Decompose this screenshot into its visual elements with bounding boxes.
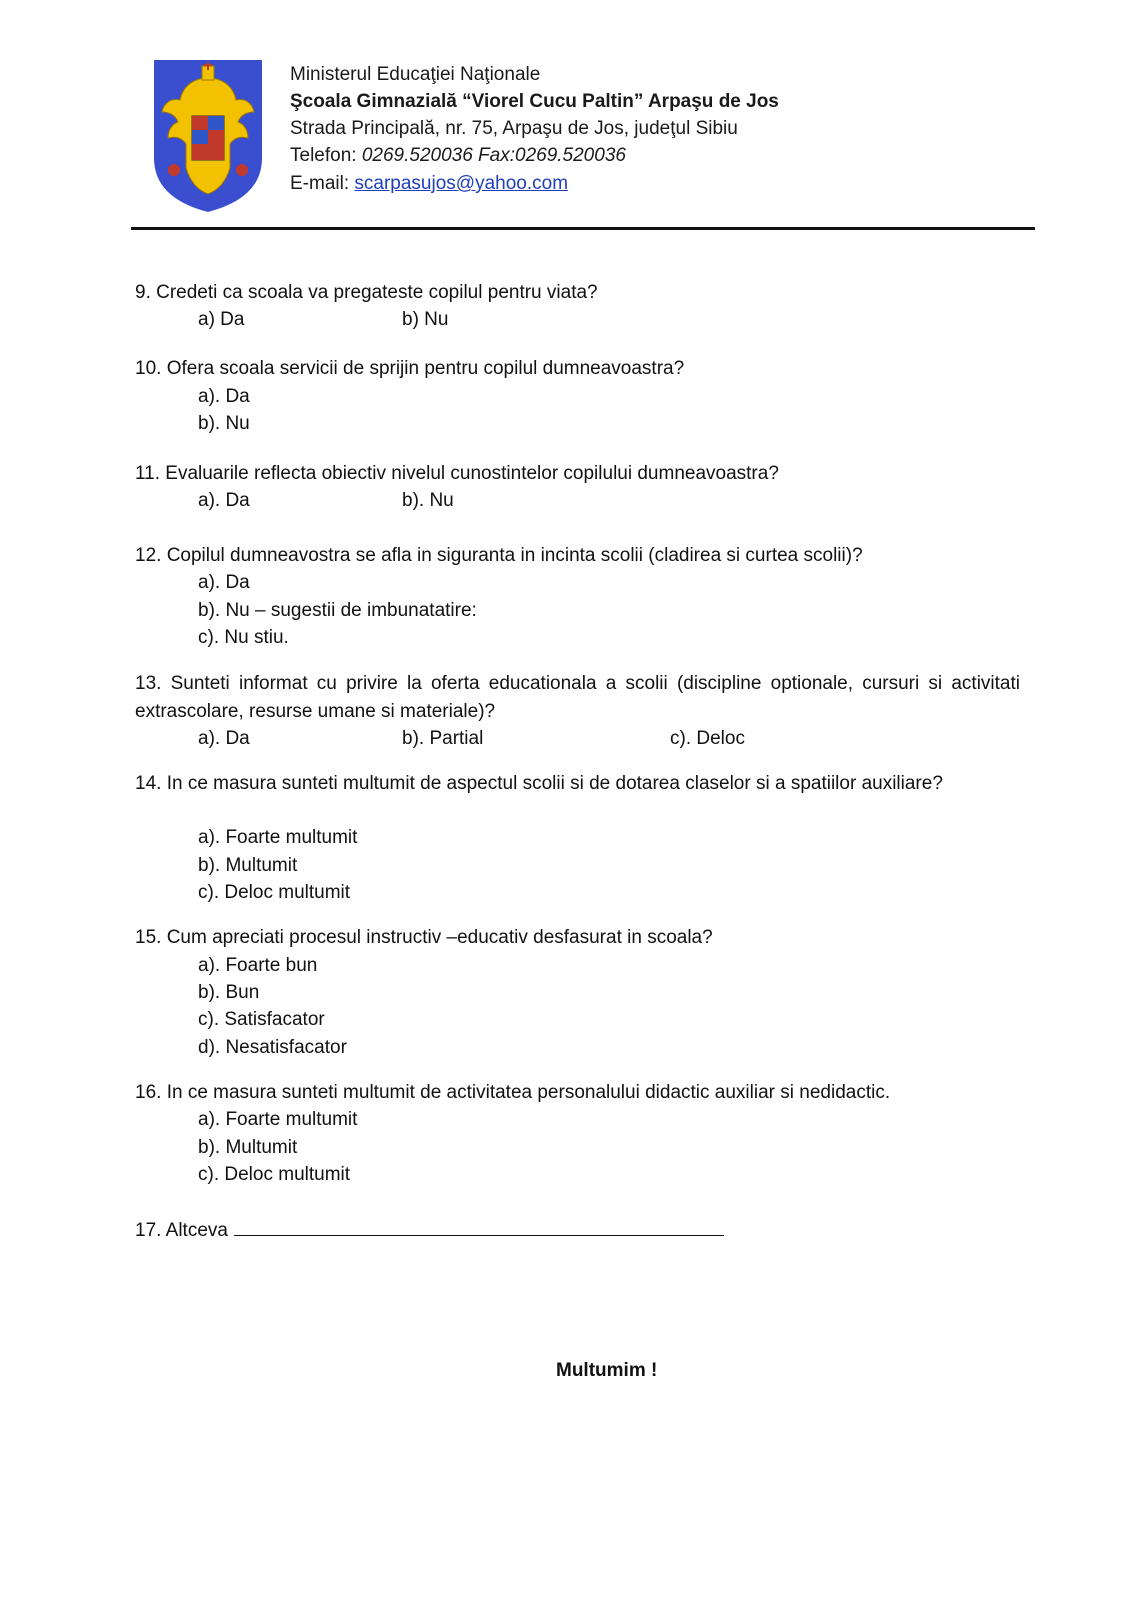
- question-17: [135, 1215, 724, 1245]
- q15-option-a[interactable]: a). Foarte bun: [198, 955, 318, 976]
- phone-line: [290, 142, 626, 170]
- ministry-name: Ministerul Educaţiei Naţionale: [290, 64, 541, 85]
- q15-option-b[interactable]: b). Bun: [198, 982, 260, 1003]
- question-16: 16. In ce masura sunteti multumit de activitatea personalului didactic auxiliar si nedidactic.: [135, 1082, 891, 1103]
- question-17-label: 17. Altceva: [135, 1220, 228, 1241]
- q13-option-a[interactable]: a). Da: [198, 728, 250, 749]
- q15-option-d[interactable]: d). Nesatisfacator: [198, 1037, 347, 1058]
- question-9: 9. Credeti ca scoala va pregateste copilul pentru viata?: [135, 282, 598, 303]
- altceva-answer-line[interactable]: [234, 1215, 724, 1236]
- q9-option-b[interactable]: b) Nu: [402, 309, 449, 330]
- question-12: 12. Copilul dumneavostra se afla in siguranta in incinta scolii (cladirea si curtea scolii)?: [135, 545, 863, 566]
- q12-option-a[interactable]: a). Da: [198, 572, 250, 593]
- q12-option-b[interactable]: b). Nu – sugestii de imbunatatire:: [198, 600, 477, 621]
- question-15: 15. Cum apreciati procesul instructiv –educativ desfasurat in scoala?: [135, 927, 713, 948]
- q12-option-c[interactable]: c). Nu stiu.: [198, 627, 289, 648]
- question-10: 10. Ofera scoala servicii de sprijin pentru copilul dumneavoastra?: [135, 358, 685, 379]
- q10-option-b[interactable]: b). Nu: [198, 413, 250, 434]
- header-divider: [131, 227, 1035, 230]
- question-11: 11. Evaluarile reflecta obiectiv nivelul cunostintelor copilului dumneavoastra?: [135, 463, 779, 484]
- question-13: 13. Sunteti informat cu privire la oferta educationala a scolii (discipline optionale, cursuri si activitati extrascolare, resurse umane si materiale)?: [135, 673, 1020, 722]
- email-label: E-mail:: [290, 173, 355, 194]
- letterhead: [0, 0, 1132, 240]
- q13-option-c[interactable]: c). Deloc: [670, 728, 745, 749]
- email-line: [290, 170, 568, 198]
- q14-option-a[interactable]: a). Foarte multumit: [198, 827, 358, 848]
- q10-option-a[interactable]: a). Da: [198, 386, 250, 407]
- q14-option-c[interactable]: c). Deloc multumit: [198, 882, 351, 903]
- phone-label: Telefon:: [290, 145, 362, 166]
- closing-thanks: Multumim !: [556, 1360, 658, 1381]
- q11-option-a[interactable]: a). Da: [198, 490, 250, 511]
- q16-option-b[interactable]: b). Multumit: [198, 1137, 298, 1158]
- coat-of-arms-icon: [152, 58, 264, 214]
- email-link[interactable]: scarpasujos@yahoo.com: [354, 173, 569, 194]
- q13-option-b[interactable]: b). Partial: [402, 728, 484, 749]
- school-address: Strada Principală, nr. 75, Arpaşu de Jos, judeţul Sibiu: [290, 118, 738, 139]
- q11-option-b[interactable]: b). Nu: [402, 490, 454, 511]
- question-14: 14. In ce masura sunteti multumit de aspectul scolii si de dotarea claselor si a spatiilor auxiliare?: [135, 773, 943, 794]
- phone-value: 0269.520036 Fax:0269.520036: [361, 145, 626, 166]
- q15-option-c[interactable]: c). Satisfacator: [198, 1009, 325, 1030]
- q9-option-a[interactable]: a) Da: [198, 309, 245, 330]
- q16-option-c[interactable]: c). Deloc multumit: [198, 1164, 351, 1185]
- q14-option-b[interactable]: b). Multumit: [198, 855, 298, 876]
- q16-option-a[interactable]: a). Foarte multumit: [198, 1109, 358, 1130]
- school-name: Şcoala Gimnazială “Viorel Cucu Paltin” Arpaşu de Jos: [290, 91, 779, 112]
